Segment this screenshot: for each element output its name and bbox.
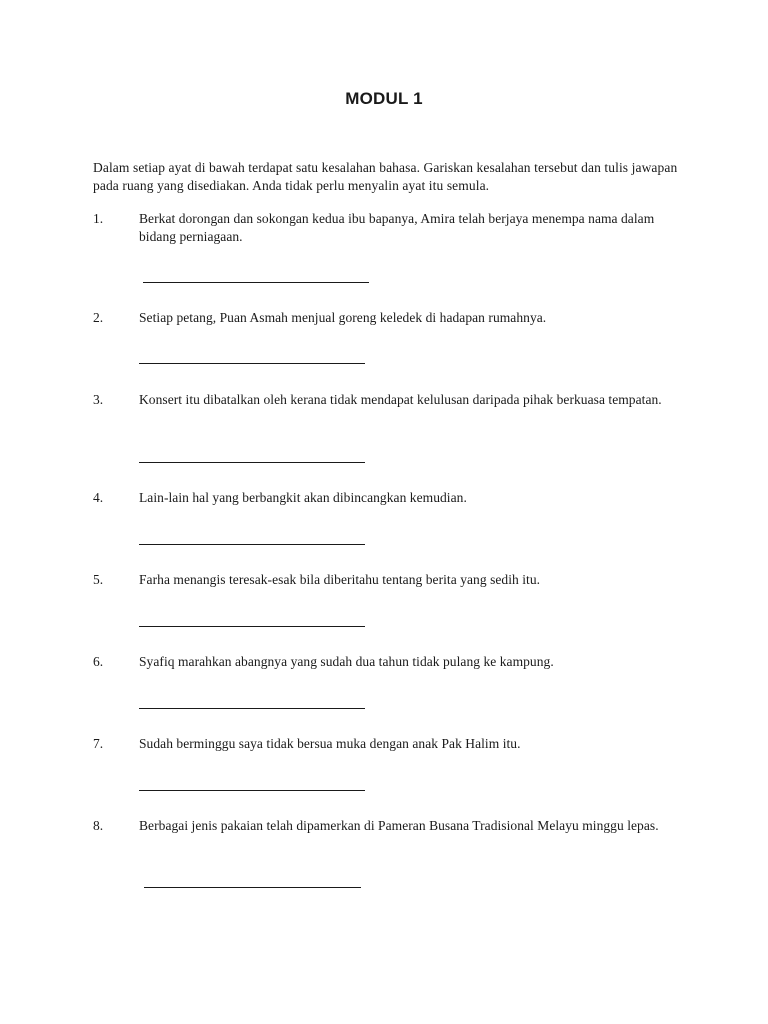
question-text: Berbagai jenis pakaian telah dipamerkan di Pameran Busana Tradisional Melayu minggu lepas. xyxy=(139,818,659,833)
question-text: Konsert itu dibatalkan oleh kerana tidak mendapat kelulusan daripada pihak berkuasa tempatan. xyxy=(139,392,662,407)
question-number: 3. xyxy=(93,392,104,407)
question-number: 8. xyxy=(93,818,104,833)
question-text: Syafiq marahkan abangnya yang sudah dua tahun tidak pulang ke kampung. xyxy=(139,654,554,669)
answer-line-3[interactable] xyxy=(139,462,365,463)
question-text: Sudah berminggu saya tidak bersua muka dengan anak Pak Halim itu. xyxy=(139,736,521,751)
answer-line-6[interactable] xyxy=(139,708,365,709)
answer-line-8[interactable] xyxy=(144,887,361,888)
question-number: 1. xyxy=(93,211,104,226)
question-number: 7. xyxy=(93,736,104,751)
question-number: 4. xyxy=(93,490,104,505)
question-number: 6. xyxy=(93,654,104,669)
answer-line-5[interactable] xyxy=(139,626,365,627)
question-text: Farha menangis teresak-esak bila diberitahu tentang berita yang sedih itu. xyxy=(139,572,541,587)
question-text: Lain-lain hal yang berbangkit akan dibincangkan kemudian. xyxy=(139,490,467,505)
answer-line-4[interactable] xyxy=(139,544,365,545)
answer-line-7[interactable] xyxy=(139,790,365,791)
question-text: Setiap petang, Puan Asmah menjual goreng keledek di hadapan rumahnya. xyxy=(139,310,547,325)
instructions-paragraph: Dalam setiap ayat di bawah terdapat satu kesalahan bahasa. Gariskan kesalahan tersebut dan tulis jawapan pada ruang yang disediakan. Anda tidak perlu menyalin ayat itu semula. xyxy=(93,160,678,193)
page-title: MODUL 1 xyxy=(345,89,423,108)
question-number: 2. xyxy=(93,310,104,325)
answer-line-2[interactable] xyxy=(139,363,365,364)
question-number: 5. xyxy=(93,572,104,587)
answer-line-1[interactable] xyxy=(143,282,369,283)
question-text: Berkat dorongan dan sokongan kedua ibu bapanya, Amira telah berjaya menempa nama dalam bidang perniagaan. xyxy=(139,211,655,244)
